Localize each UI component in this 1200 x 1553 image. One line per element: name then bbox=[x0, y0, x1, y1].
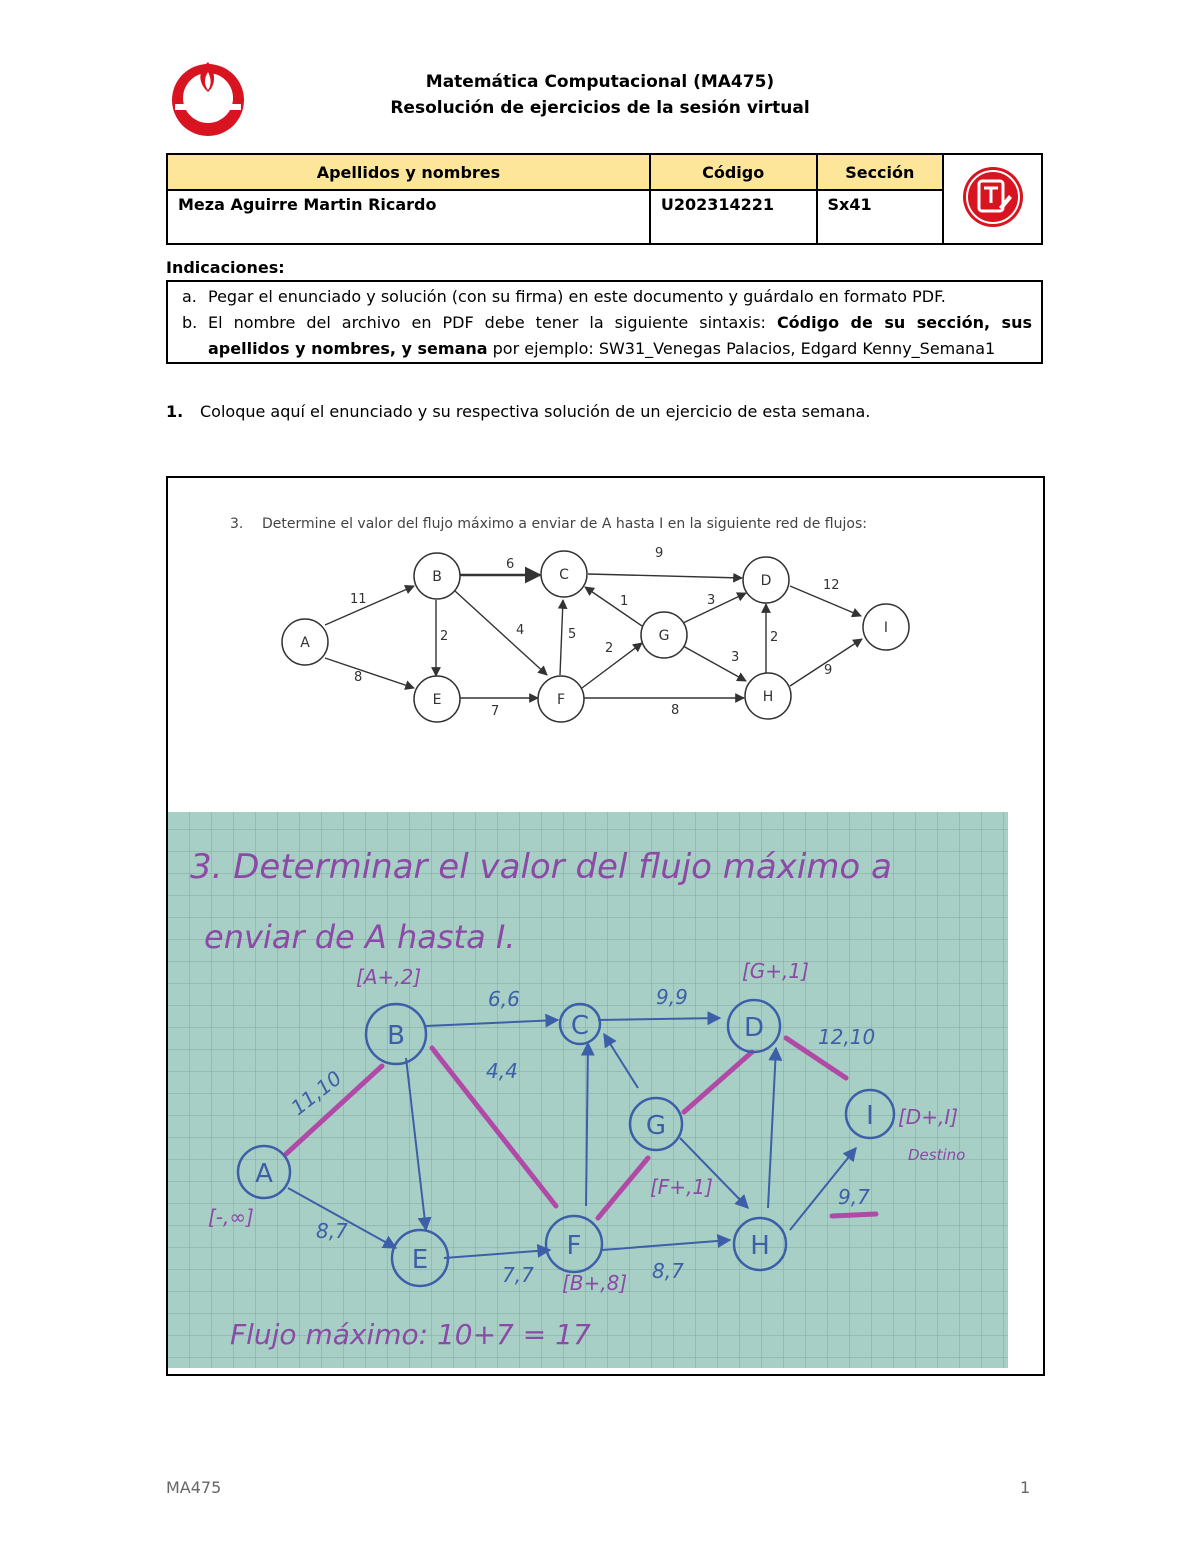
statement-number: 3. bbox=[230, 516, 244, 532]
hand-result: Flujo máximo: 10+7 = 17 bbox=[230, 1318, 591, 1351]
node-label-a: A bbox=[300, 635, 310, 651]
page-subtitle: Resolución de ejercicios de la sesión virtual bbox=[390, 98, 810, 118]
hand-node-label-d: D bbox=[743, 1013, 765, 1043]
node-label-e: E bbox=[432, 692, 442, 708]
indication-b-bold-2: apellidos y nombres, y semana bbox=[208, 339, 488, 358]
hand-flow-e-f: 7,7 bbox=[502, 1263, 534, 1287]
indication-b-text-1: El nombre del archivo en PDF debe tener la siguiente sintaxis: bbox=[208, 313, 777, 332]
course-title: Matemática Computacional (MA475) bbox=[425, 72, 775, 92]
cap-a-b: 11 bbox=[350, 592, 367, 607]
cap-f-c: 5 bbox=[568, 627, 577, 642]
indication-b-line2 bbox=[208, 339, 995, 358]
header-section: Sección bbox=[817, 154, 944, 190]
edit-document-icon bbox=[961, 165, 1025, 229]
hand-flow-a-b: 11,10 bbox=[286, 1065, 347, 1120]
node-label-i: I bbox=[883, 620, 889, 636]
edge-a-e bbox=[325, 658, 414, 688]
question-number: 1. bbox=[166, 402, 184, 421]
hand-node-label-f: F bbox=[566, 1231, 582, 1261]
student-name: Meza Aguirre Martin Ricardo bbox=[167, 190, 650, 244]
hand-title-line1: 3. Determinar el valor del flujo máximo a bbox=[190, 847, 892, 887]
hand-label-i: [D+,I] bbox=[898, 1105, 959, 1129]
indications-title: Indicaciones: bbox=[166, 258, 285, 277]
cap-g-c: 1 bbox=[620, 594, 629, 609]
cap-h-d: 2 bbox=[770, 630, 779, 645]
hand-node-label-i: I bbox=[866, 1101, 874, 1131]
cap-f-h: 8 bbox=[671, 703, 680, 718]
cap-b-f: 4 bbox=[516, 623, 525, 638]
node-label-c: C bbox=[559, 567, 569, 583]
hand-flow-b-f: 4,4 bbox=[486, 1059, 518, 1083]
indication-b-text-2: por ejemplo: SW31_Venegas Palacios, Edgard Kenny_Semana1 bbox=[487, 339, 996, 358]
student-info-table bbox=[166, 153, 1043, 245]
hand-flow-d-i: 12,10 bbox=[818, 1025, 876, 1049]
cap-h-i: 9 bbox=[824, 663, 833, 678]
node-label-h: H bbox=[762, 689, 774, 705]
cap-f-g: 2 bbox=[605, 641, 614, 656]
cap-b-c: 6 bbox=[506, 557, 515, 572]
student-section: Sx41 bbox=[817, 190, 944, 244]
indication-a-text: Pegar el enunciado y solución (con su firma) en este documento y guárdalo en formato PDF. bbox=[208, 287, 946, 306]
hand-flow-c-d: 9,9 bbox=[656, 985, 688, 1009]
cap-c-d: 9 bbox=[655, 546, 664, 561]
edge-f-c bbox=[560, 600, 563, 675]
hand-label-g: [F+,1] bbox=[650, 1175, 713, 1199]
edge-a-b bbox=[325, 586, 414, 625]
page-number: 1 bbox=[1020, 1478, 1031, 1497]
hand-label-a: [-,∞] bbox=[208, 1205, 254, 1229]
node-label-f: F bbox=[556, 692, 566, 708]
indication-b-bold-1: Código de su sección, sus bbox=[776, 313, 1032, 332]
cap-d-i: 12 bbox=[823, 578, 840, 593]
hand-node-label-c: C bbox=[570, 1011, 590, 1041]
hand-path-i-underline bbox=[832, 1214, 876, 1216]
university-logo bbox=[165, 52, 251, 138]
hand-node-label-h: H bbox=[750, 1231, 770, 1261]
edge-c-d bbox=[588, 574, 742, 578]
cap-g-h: 3 bbox=[731, 650, 740, 665]
hand-node-label-e: E bbox=[411, 1245, 429, 1275]
indications-box bbox=[166, 280, 1043, 364]
node-label-b: B bbox=[432, 569, 442, 585]
indication-b-label: b. bbox=[182, 313, 198, 332]
cap-a-e: 8 bbox=[354, 670, 363, 685]
hand-node-label-g: G bbox=[645, 1111, 667, 1141]
header-name: Apellidos y nombres bbox=[167, 154, 650, 190]
hand-flow-f-h: 8,7 bbox=[652, 1259, 684, 1283]
hand-title-line2: enviar de A hasta I. bbox=[204, 918, 516, 956]
edge-g-c bbox=[585, 587, 642, 626]
hand-node-label-a: A bbox=[255, 1159, 273, 1189]
hand-label-b: [A+,2] bbox=[356, 965, 422, 989]
question-1 bbox=[166, 402, 870, 421]
student-code: U202314221 bbox=[650, 190, 817, 244]
hand-flow-b-c: 6,6 bbox=[488, 987, 520, 1011]
hand-destino: Destino bbox=[908, 1146, 966, 1164]
footer-course-code: MA475 bbox=[166, 1478, 222, 1497]
header-code: Código bbox=[650, 154, 817, 190]
hand-node-label-b: B bbox=[387, 1021, 405, 1051]
edge-b-f bbox=[455, 591, 547, 675]
hand-label-d: [G+,1] bbox=[742, 959, 809, 983]
hand-flow-a-e: 8,7 bbox=[316, 1219, 348, 1243]
cap-e-f: 7 bbox=[491, 704, 500, 719]
hand-flow-h-i: 9,7 bbox=[838, 1185, 870, 1209]
tool-cell bbox=[943, 154, 1042, 244]
hand-label-f: [B+,8] bbox=[562, 1271, 628, 1295]
answer-content bbox=[168, 478, 1043, 1374]
answer-box bbox=[166, 476, 1045, 1376]
cap-g-d: 3 bbox=[707, 593, 716, 608]
node-label-d: D bbox=[760, 573, 772, 589]
cap-b-e: 2 bbox=[440, 629, 449, 644]
node-label-g: G bbox=[658, 628, 670, 644]
question-text: Coloque aquí el enunciado y su respectiva solución de un ejercicio de esta semana. bbox=[200, 402, 871, 421]
statement-text: Determine el valor del flujo máximo a enviar de A hasta I en la siguiente red de flujos: bbox=[262, 516, 867, 532]
indication-b-line1 bbox=[208, 313, 1032, 332]
indication-a-label: a. bbox=[182, 287, 197, 306]
